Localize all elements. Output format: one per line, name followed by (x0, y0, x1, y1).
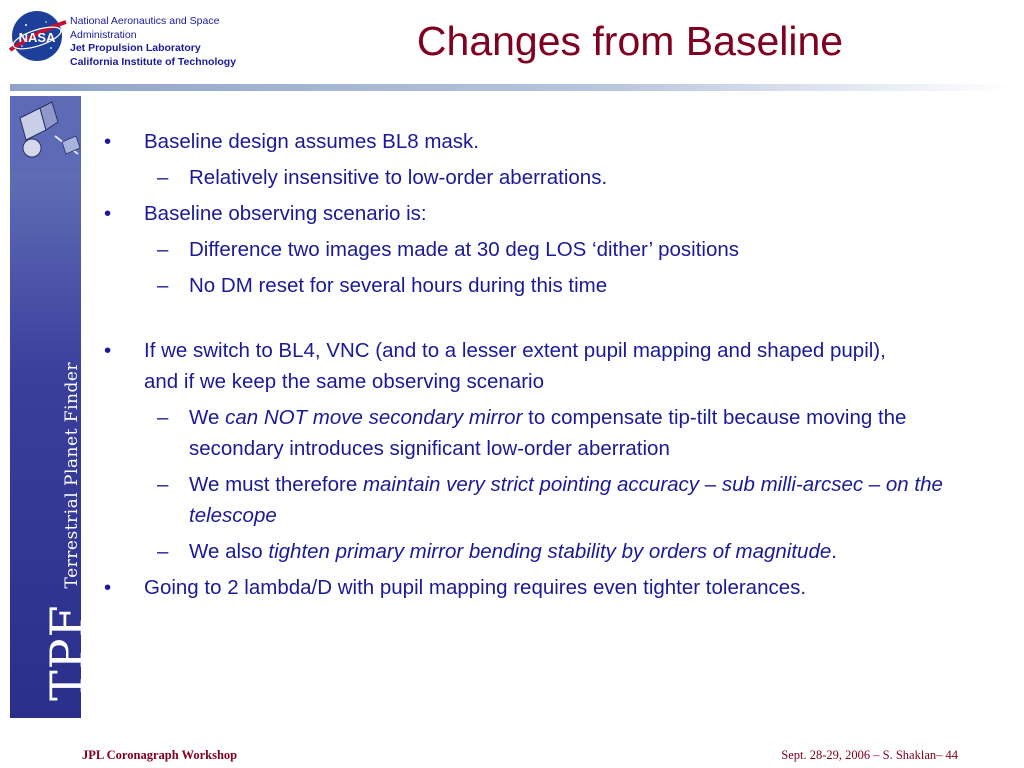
tpf-fullname: Terrestrial Planet Finder (62, 361, 82, 589)
tpf-acronym: TPF (40, 604, 94, 701)
svg-text:NASA: NASA (18, 30, 56, 45)
bullet-item: • Baseline design assumes BL8 mask. (104, 130, 480, 153)
header-divider (10, 84, 1014, 91)
sub-bullet-item: – No DM reset for several hours during this time (157, 274, 608, 297)
bullet-item: • Going to 2 lambda/D with pupil mapping requires even tighter tolerances. (104, 576, 807, 599)
slide-body (100, 126, 980, 603)
sub-bullet-item: – We must therefore maintain very strict pointing accuracy – sub milli-arcsec – on the telescope (157, 473, 943, 527)
sub-bullet-item: – Relatively insensitive to low-order aberrations. (157, 166, 608, 189)
caltech-name: California Institute of Technology (70, 55, 237, 68)
footer-event: JPL Coronagraph Workshop (82, 748, 238, 762)
jpl-name: Jet Propulsion Laboratory (70, 42, 201, 54)
org-name-line1: National Aeronautics and Space (70, 15, 220, 27)
nasa-logo (6, 8, 68, 64)
sidebar-label (40, 362, 94, 701)
sub-bullet-item: – We can NOT move secondary mirror to compensate tip-tilt because moving the secondary introduces significant low-order aberration (157, 406, 907, 460)
spacecraft-image (10, 96, 81, 171)
org-name-line2: Administration (70, 28, 137, 41)
bullet-item: • Baseline observing scenario is: (104, 202, 427, 225)
bullet-item: • If we switch to BL4, VNC (and to a lesser extent pupil mapping and shaped pupil), and if we keep the same observing scenario (104, 339, 886, 393)
footer-date-author-page: Sept. 28-29, 2006 – S. Shaklan– 44 (781, 748, 958, 762)
sub-bullet-item: – We also tighten primary mirror bending stability by orders of magnitude. (157, 540, 837, 563)
sub-bullet-item: – Difference two images made at 30 deg LOS ‘dither’ positions (157, 238, 740, 261)
spacer (100, 301, 980, 335)
slide-title: Changes from Baseline (416, 18, 844, 64)
organization-block (70, 15, 236, 69)
tpf-sidebar (10, 96, 94, 718)
